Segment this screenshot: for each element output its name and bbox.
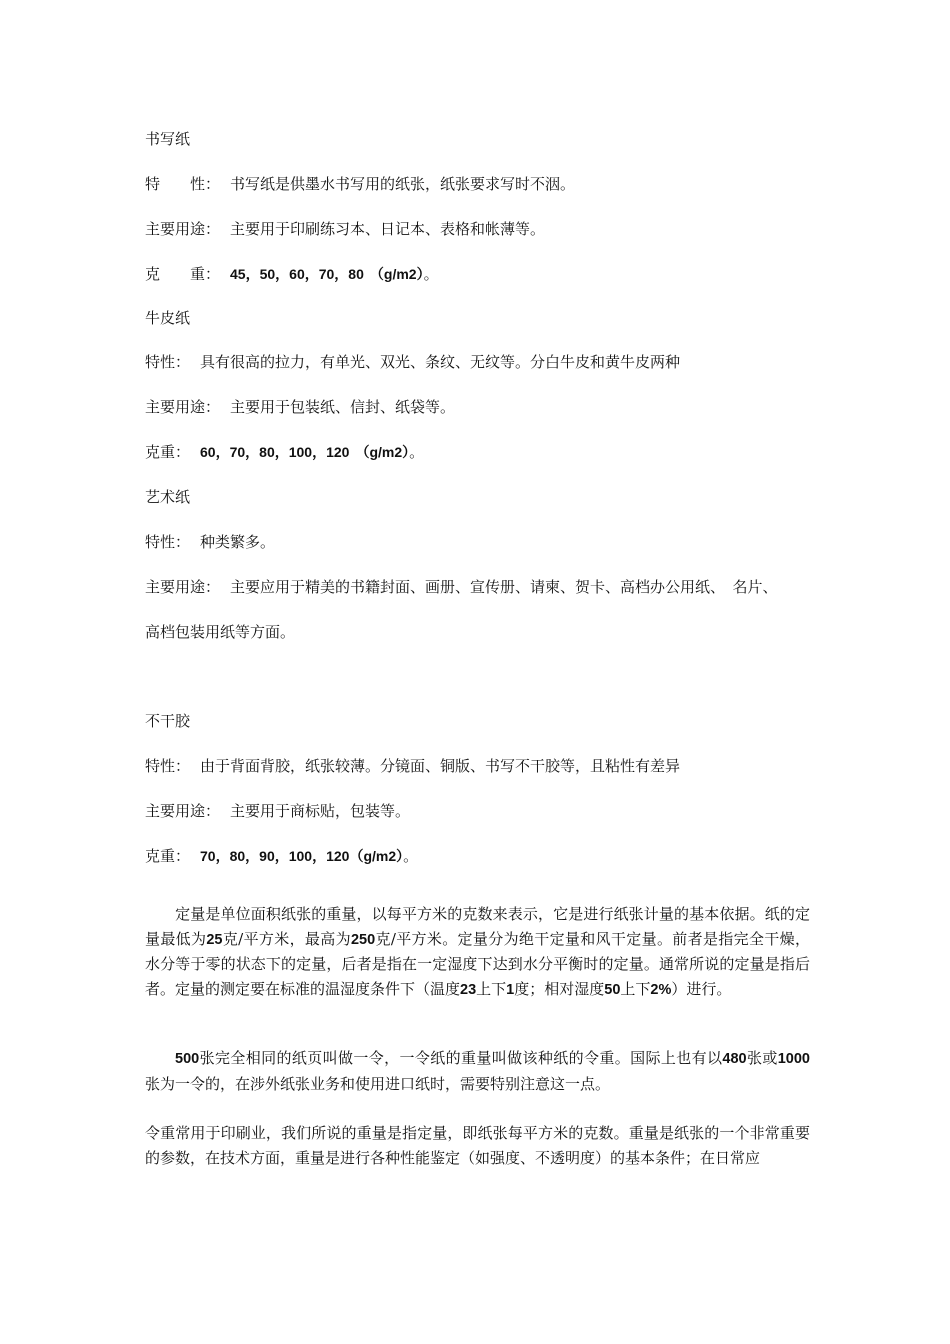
p1-text-5: 度；相对湿度 bbox=[514, 979, 605, 998]
p3-text-1: 令重常用于印刷业，我们所说的重量是指定量，即纸张每平方米的克数。重量是纸张的一个非常重要的参数，在技术方面，重量是进行各种性能鉴定（如强度、不透明度）的基本条件；在日常应 bbox=[145, 1124, 810, 1167]
weight-values: 45，50，60，70，80 bbox=[230, 266, 364, 282]
use-label: 主要用途： bbox=[145, 220, 221, 238]
p2-text-2: 张或 bbox=[746, 1049, 778, 1067]
feature-text: 具有很高的拉力，有单光、双光、条纹、无纹等。分白牛皮和黄牛皮两种 bbox=[200, 353, 681, 371]
weight-unit: （g/m2） bbox=[369, 266, 424, 282]
p1-text-6: 上下 bbox=[620, 979, 651, 998]
weight-end: 。 bbox=[409, 443, 425, 461]
feature-label: 特 性： bbox=[145, 175, 221, 193]
weight-end: 。 bbox=[403, 847, 419, 865]
section-title-adhesive-paper: 不干胶 bbox=[145, 712, 191, 730]
p1-text-7: ）进行。 bbox=[671, 979, 732, 998]
weight-values: 60，70，80，100，120 bbox=[200, 444, 350, 460]
paragraph-basis-weight bbox=[145, 902, 810, 1002]
kraft-paper-feature-row bbox=[145, 352, 680, 372]
weight-label: 克 重： bbox=[145, 265, 221, 283]
p1-text-3: 克/平方米。定量分为绝干定量和风干定量。前者是指完全干燥，水分等于零的状态下的定量，后者是指在一定湿度下达到水分平衡时的定量。通常所说的定量是指后者。定量的测定要在标准的温湿度条件下（温度 bbox=[145, 929, 810, 998]
feature-label: 特性： bbox=[145, 757, 191, 775]
weight-values: 70，80，90，100，120 bbox=[200, 848, 350, 864]
p1-num-4: 1 bbox=[506, 981, 515, 998]
kraft-paper-use-row bbox=[145, 397, 455, 417]
use-text: 主要用于包装纸、信封、纸袋等。 bbox=[230, 398, 456, 416]
p1-text-2: 克/平方米，最高为 bbox=[222, 929, 351, 948]
p2-text-3: 张为一令的，在涉外纸张业务和使用进口纸时，需要特别注意这一点。 bbox=[145, 1074, 611, 1093]
art-paper-feature-row bbox=[145, 532, 275, 552]
feature-text: 由于背面背胶，纸张较薄。分镜面、铜版、书写不干胶等，且粘性有差异 bbox=[200, 757, 681, 775]
feature-text: 种类繁多。 bbox=[200, 533, 276, 551]
p1-num-1: 25 bbox=[206, 931, 223, 948]
section-title-writing-paper: 书写纸 bbox=[145, 130, 191, 148]
use-label: 主要用途： bbox=[145, 398, 221, 416]
p2-num-3: 1000 bbox=[777, 1051, 810, 1067]
p1-num-5: 50 bbox=[604, 981, 621, 998]
use-label: 主要用途： bbox=[145, 578, 221, 596]
use-label: 主要用途： bbox=[145, 802, 221, 820]
paragraph-ream-weight bbox=[145, 1121, 810, 1170]
feature-text: 书写纸是供墨水书写用的纸张，纸张要求写时不洇。 bbox=[230, 175, 576, 193]
use-text: 主要用于印刷练习本、日记本、表格和帐薄等。 bbox=[230, 220, 546, 238]
writing-paper-feature-row bbox=[145, 174, 575, 194]
section-title-art-paper: 艺术纸 bbox=[145, 488, 191, 506]
weight-unit: （g/m2） bbox=[349, 848, 404, 864]
p1-num-6: 2% bbox=[650, 981, 672, 998]
p2-num-1: 500 bbox=[175, 1051, 200, 1067]
weight-label: 克重： bbox=[145, 847, 191, 865]
kraft-paper-weight-row bbox=[145, 442, 424, 462]
adhesive-paper-use-row bbox=[145, 801, 410, 821]
weight-end: 。 bbox=[423, 265, 439, 283]
paragraph-ream bbox=[145, 1046, 810, 1096]
use-text: 主要用于商标贴，包装等。 bbox=[230, 802, 411, 820]
weight-label: 克重： bbox=[145, 443, 191, 461]
writing-paper-use-row bbox=[145, 219, 545, 239]
art-paper-use-row bbox=[145, 577, 778, 597]
feature-label: 特性： bbox=[145, 533, 191, 551]
p1-num-3: 23 bbox=[460, 981, 477, 998]
use-text: 主要应用于精美的书籍封面、画册、宣传册、请柬、贺卡、高档办公用纸、 名片、 bbox=[230, 578, 778, 596]
writing-paper-weight-row bbox=[145, 264, 439, 284]
p1-num-2: 250 bbox=[350, 931, 376, 948]
p1-text-1: 定量是单位面积纸张的重量，以每平方米的克数来表示，它是进行纸张计量的基本依据。纸的定量最低为 bbox=[145, 905, 810, 948]
adhesive-paper-feature-row bbox=[145, 756, 680, 776]
weight-unit: （g/m2） bbox=[355, 444, 410, 460]
p2-text-1: 张完全相同的纸页叫做一令，一令纸的重量叫做该种纸的令重。国际上也有以 bbox=[199, 1049, 723, 1067]
art-paper-use-continuation: 高档包装用纸等方面。 bbox=[145, 623, 296, 641]
p2-num-2: 480 bbox=[722, 1051, 747, 1067]
p1-text-4: 上下 bbox=[476, 979, 507, 998]
adhesive-paper-weight-row bbox=[145, 846, 418, 866]
feature-label: 特性： bbox=[145, 353, 191, 371]
section-title-kraft-paper: 牛皮纸 bbox=[145, 309, 191, 327]
